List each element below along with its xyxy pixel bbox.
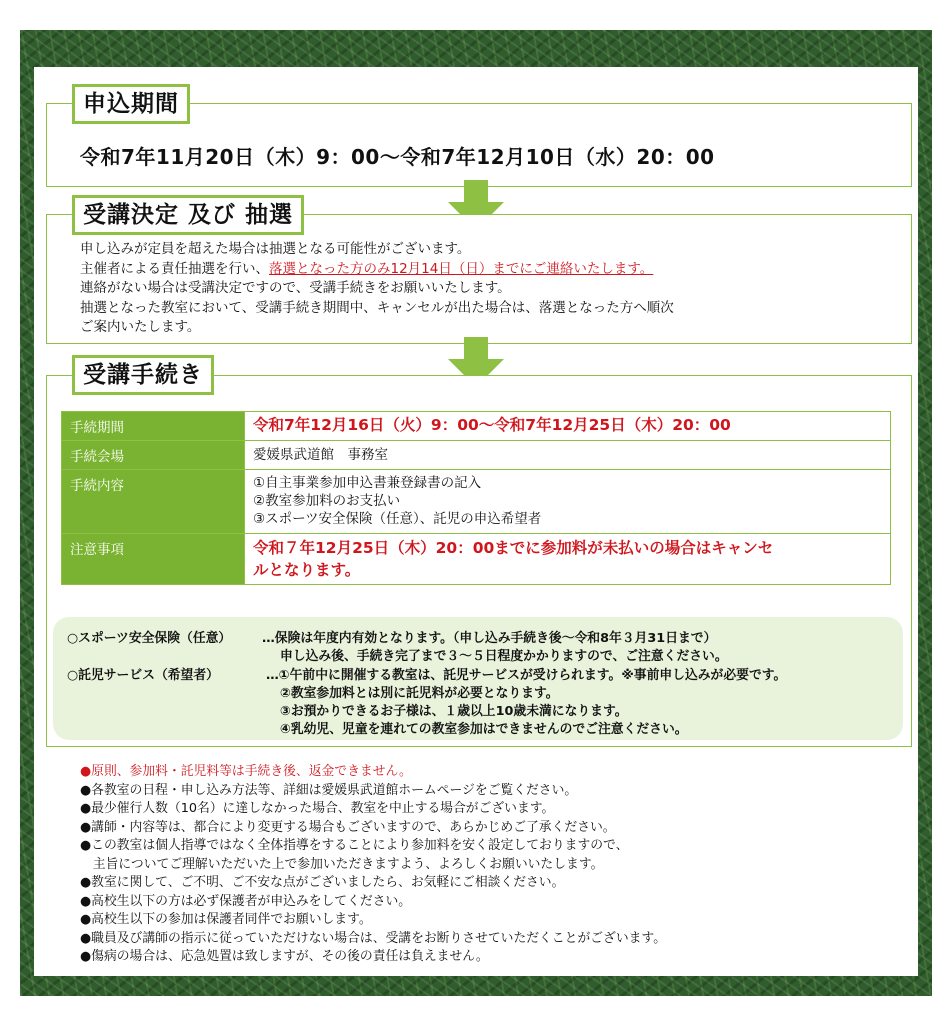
list-item: ●教室に関して、ご不明、ご不安な点がございましたら、お気軽にご相談ください。	[80, 875, 565, 890]
table-row	[62, 441, 891, 470]
lottery-line: 連絡がない場合は受講決定ですので、受講手続きをお願いいたします。	[80, 280, 511, 296]
childcare-line: ④乳幼児、児童を連れての教室参加はできませんのでご注意ください。	[280, 722, 688, 737]
list-item: ●傷病の場合は、応急処置は致しますが、その後の責任は負えません。	[80, 949, 489, 964]
insurance-label: ○スポーツ安全保険（任意）	[67, 631, 232, 646]
lottery-line: 申し込みが定員を超えた場合は抽選となる可能性がございます。	[80, 241, 471, 257]
list-item: ●高校生以下の参加は保護者同伴でお願いします。	[80, 912, 372, 927]
row-label: 手続会場	[62, 441, 245, 470]
childcare-line: ③お預かりできるお子様は、１歳以上10歳未満になります。	[280, 704, 628, 719]
procedure-tag: 受講手続き	[72, 355, 214, 395]
refund-warning: ●原則、参加料・託児料等は手続き後、返金できません。	[80, 764, 412, 779]
row-label: 手続内容	[62, 470, 245, 534]
caution-line: ルとなります。	[253, 561, 361, 579]
lottery-tag: 受講決定 及び 抽選	[72, 195, 304, 235]
row-label: 注意事項	[62, 534, 245, 585]
application-period-tag: 申込期間	[72, 84, 190, 124]
lottery-line: 抽選となった教室において、受講手続き期間中、キャンセルが出た場合は、落選となった方へ順次	[80, 299, 674, 316]
procedure-caution-value	[245, 534, 891, 585]
list-item: ●この教室は個人指導ではなく全体指導をすることにより参加料を安く設定しておりますので、	[80, 838, 629, 853]
row-label: 手続期間	[62, 412, 245, 441]
lottery-line: ご案内いたします。	[80, 319, 201, 335]
table-row	[62, 470, 891, 534]
procedure-table	[61, 411, 891, 585]
application-period-text: 令和7年11月20日（木）9：00〜令和7年12月10日（水）20：00	[80, 145, 715, 169]
caution-line: 令和７年12月25日（木）20：00までに参加料が未払いの場合はキャンセ	[253, 539, 774, 557]
procedure-period-value: 令和7年12月16日（火）9：00〜令和7年12月25日（木）20：00	[245, 412, 891, 441]
procedure-content-value	[245, 470, 891, 534]
lottery-notice-highlight: 落選となった方のみ12月14日（日）までにご連絡いたします。	[269, 260, 654, 277]
lottery-line	[80, 260, 674, 280]
procedure-venue-value: 愛媛県武道館 事務室	[245, 441, 891, 470]
list-item: ①自主事業参加申込書兼登録書の記入	[253, 475, 482, 491]
list-item: ●各教室の日程・申し込み方法等、詳細は愛媛県武道館ホームページをご覧ください。	[80, 782, 578, 798]
table-row	[62, 534, 891, 585]
childcare-line: …①午前中に開催する教室は、託児サービスが受けられます。※事前申し込みが必要です。	[266, 668, 787, 683]
list-item: ●最少催行人数（10名）に達しなかった場合、教室を中止する場合がございます。	[80, 801, 555, 816]
list-item: ③スポーツ安全保険（任意）、託児の申込希望者	[253, 511, 542, 527]
childcare-label: ○託児サービス（希望者）	[67, 668, 219, 683]
list-item: 主旨についてご理解いただいた上で参加いただきますよう、よろしくお願いいたします。	[80, 856, 604, 872]
lottery-text	[80, 240, 674, 338]
list-item: ②教室参加料のお支払い	[253, 493, 401, 509]
childcare-line: ②教室参加料とは別に託児料が必要となります。	[280, 686, 559, 701]
table-row	[62, 412, 891, 441]
lottery-line-text: 主催者による責任抽選を行い、	[80, 260, 269, 277]
list-item: ●職員及び講師の指示に従っていただけない場合は、受講をお断りさせていただくことがございます。	[80, 930, 667, 946]
insurance-line: 申し込み後、手続き完了まで３〜５日程度かかりますので、ご注意ください。	[280, 649, 728, 664]
list-item: ●高校生以下の方は必ず保護者が申込みをしてください。	[80, 893, 412, 909]
insurance-line: …保険は年度内有効となります。（申し込み手続き後〜令和8年３月31日まで）	[262, 631, 717, 646]
list-item: ●講師・内容等は、都合により変更する場合もございますので、あらかじめご了承ください。	[80, 819, 616, 835]
notice-list	[80, 763, 666, 967]
